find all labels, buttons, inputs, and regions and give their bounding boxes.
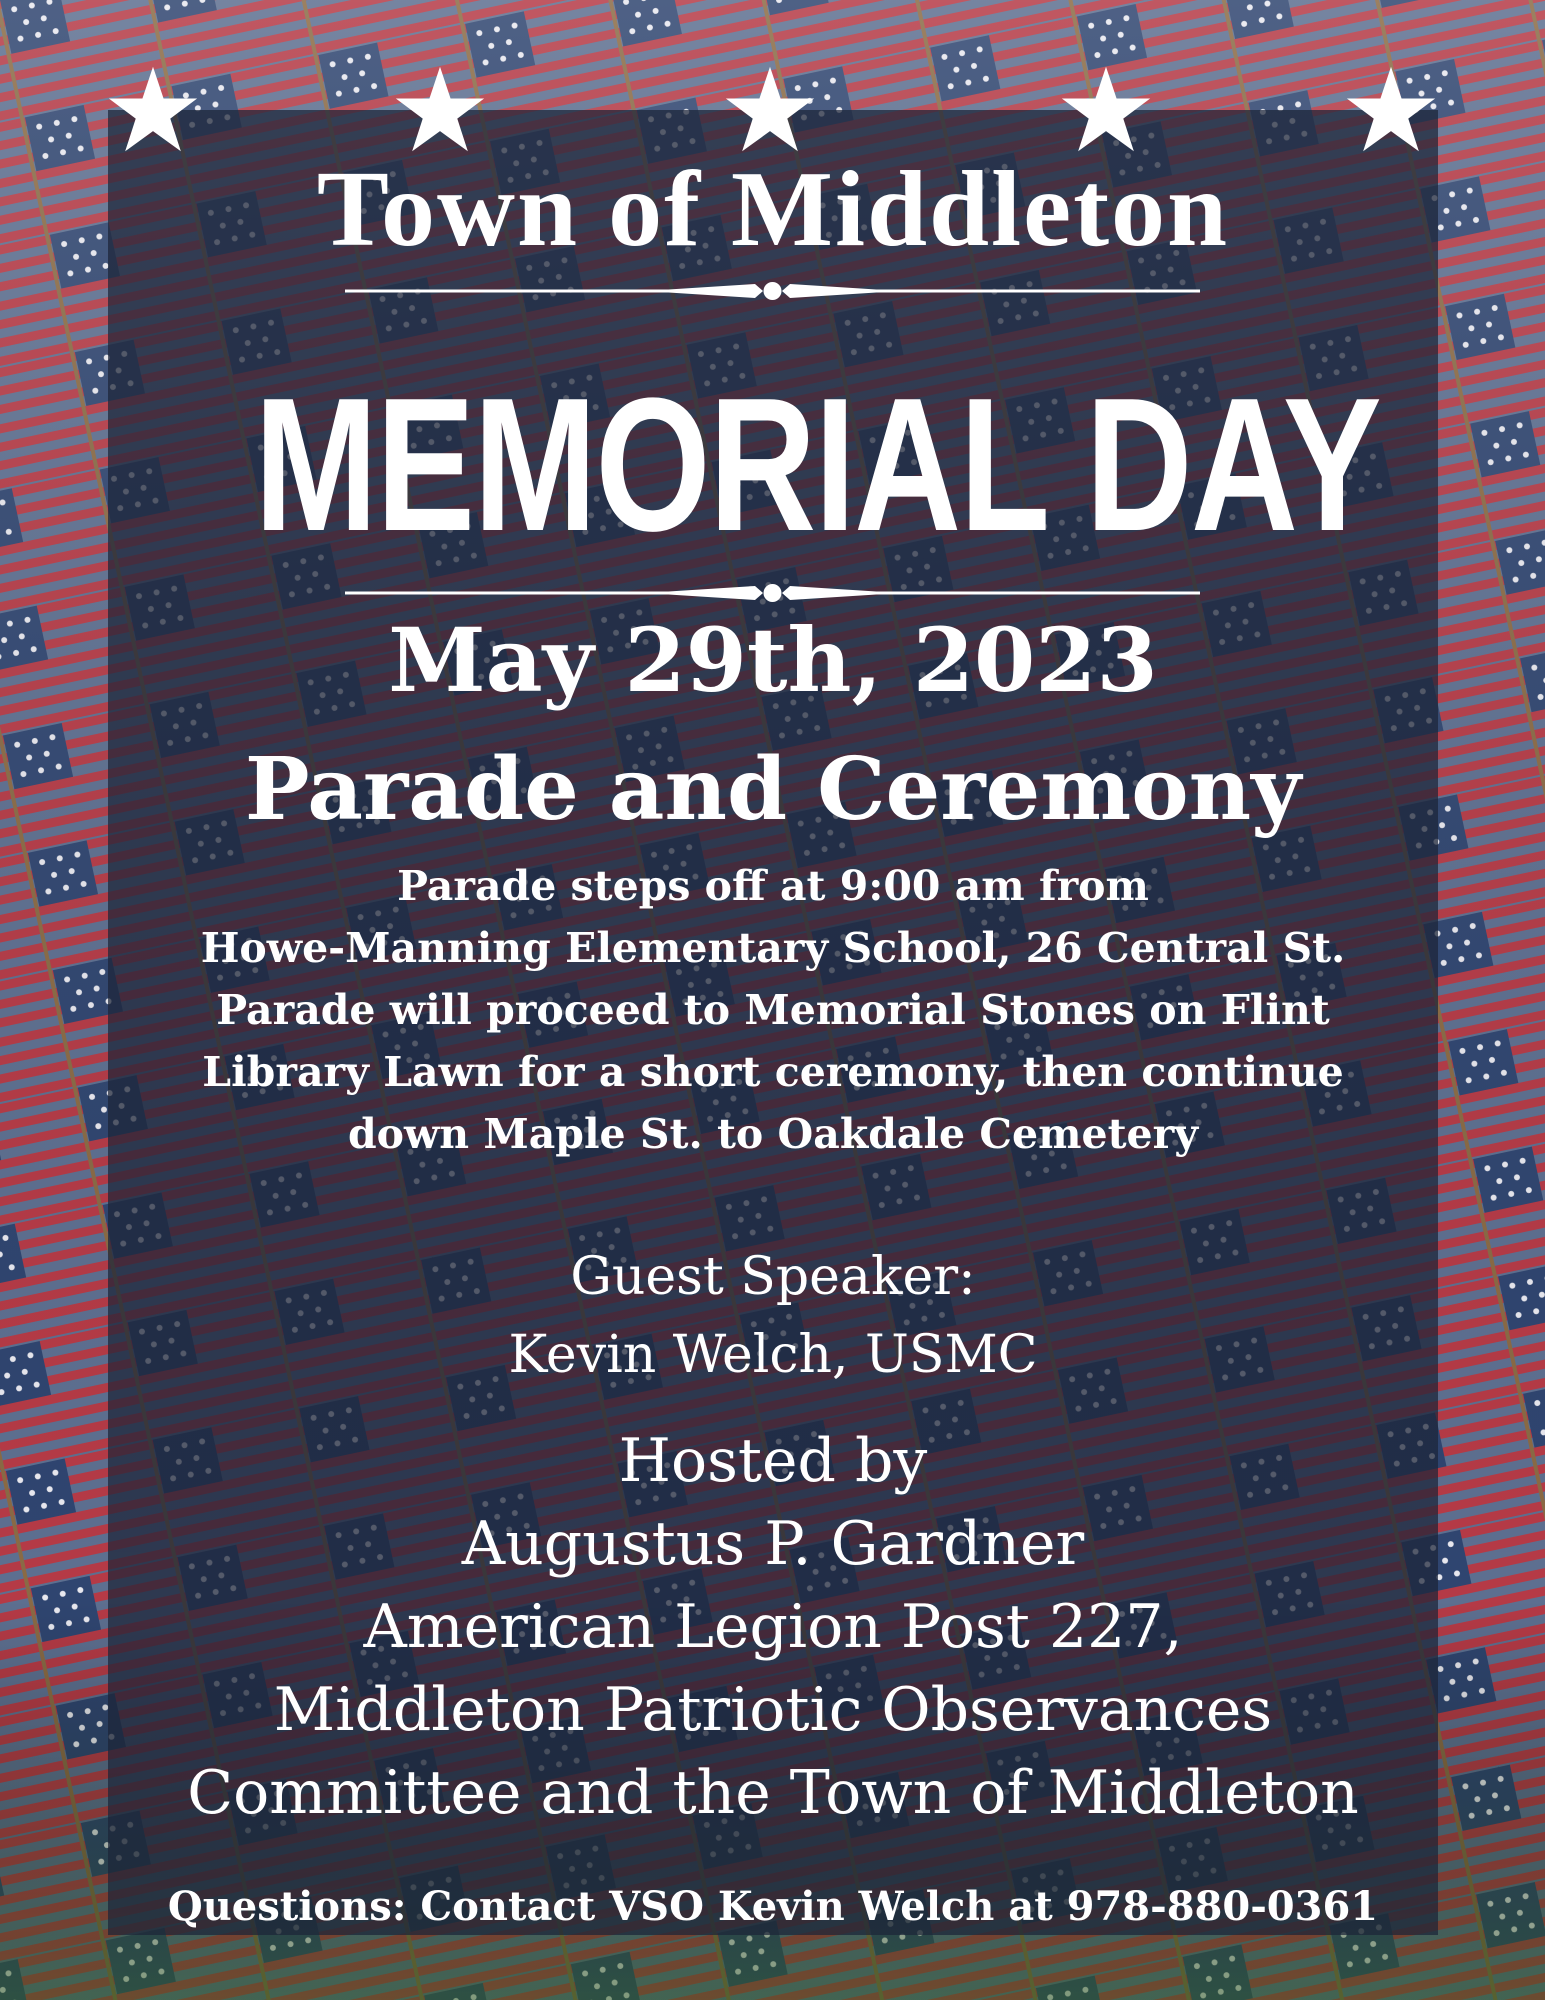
guest-speaker: [108, 1238, 1438, 1394]
event-subtitle: Parade and Ceremony: [244, 739, 1302, 840]
hosted-line: American Legion Post 227,: [363, 1592, 1183, 1662]
star-icon: [1058, 62, 1154, 158]
ornament-divider: [345, 276, 1200, 306]
star-icon: [1343, 62, 1439, 158]
event-title: MEMORIAL DAY: [254, 359, 1381, 571]
details-line: Parade will proceed to Memorial Stones on Flint: [216, 986, 1330, 1034]
hosted-line: Augustus P. Gardner: [461, 1509, 1085, 1579]
ornament-divider: [345, 578, 1200, 608]
event-date: May 29th, 2023: [388, 608, 1158, 712]
star-icon: [105, 62, 201, 158]
hosted-line: Middleton Patriotic Observances: [273, 1675, 1273, 1745]
town-title: Town of Middleton: [316, 150, 1230, 269]
hosted-line: Committee and the Town of Middleton: [187, 1758, 1359, 1828]
star-icon: [392, 62, 488, 158]
parade-details: [108, 855, 1438, 1165]
contact-info: Questions: Contact VSO Kevin Welch at 978-880-0361: [167, 1883, 1379, 1930]
speaker-label: Guest Speaker:: [570, 1247, 976, 1307]
hosted-by: [108, 1420, 1438, 1835]
details-line: down Maple St. to Oakdale Cemetery: [347, 1110, 1199, 1158]
details-line: Howe-Manning Elementary School, 26 Central St.: [200, 924, 1346, 972]
details-line: Library Lawn for a short ceremony, then continue: [202, 1048, 1344, 1096]
star-icon: [722, 62, 818, 158]
details-line: Parade steps off at 9:00 am from: [397, 862, 1149, 910]
speaker-name: Kevin Welch, USMC: [508, 1325, 1038, 1385]
hosted-line: Hosted by: [618, 1426, 928, 1496]
